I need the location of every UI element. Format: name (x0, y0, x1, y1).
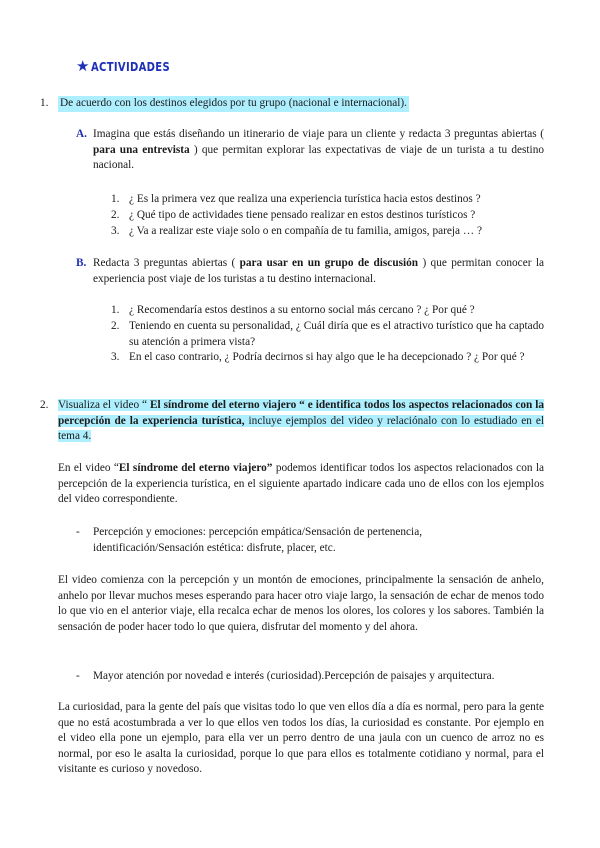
paragraph-intro: En el video “El síndrome del eterno viajero” podemos identificar todos los aspectos relacionados con la percepción de la experiencia turística, en el siguiente apartado indicare cada uno de ellos con los ejemplos del video correspondiente. (58, 462, 544, 506)
list-item: ¿ Recomendaría estos destinos a su entorno social más cercano ? ¿ Por qué ? (129, 304, 475, 316)
question-1-text: De acuerdo con los destinos elegidos por tu grupo (nacional e internacional). (58, 96, 409, 112)
list-item: Teniendo en cuenta su personalidad, ¿ Cuál diría que es el atractivo turístico que ha captado su atención a primera vista? (129, 320, 544, 348)
list-item-number: 3. (111, 225, 120, 237)
paragraph-emotions: El video comienza con la percepción y un montón de emociones, principalmente la sensación de anhelo, anhelo por llevar muchos meses esperando para hacer otro viaje largo, la sensación de echar de menos todo lo que vio en el anterior viaje, ella recalca echar de menos los olores, los colores y los sabores. También la sensación de poder hacer todo lo que quiera, disfrutar del momento y del ahora. (58, 574, 544, 633)
bullet-dash-2: - (76, 670, 80, 682)
list-item: ¿ Qué tipo de actividades tiene pensado realizar en estos destinos turísticos ? (129, 209, 476, 221)
list-item: ¿ Es la primera vez que realiza una experiencia turística hacia estos destinos ? (129, 193, 481, 205)
question-2-number: 2. (40, 399, 49, 411)
bullet-curiosity: Mayor atención por novedad e interés (curiosidad).Percepción de paisajes y arquitectura. (93, 670, 495, 682)
section-heading (76, 58, 190, 76)
list-item-number: 2. (111, 320, 120, 332)
list-item-number: 2. (111, 209, 120, 221)
list-item-number: 1. (111, 304, 120, 316)
question-1a-letter: A. (76, 128, 87, 140)
list-item-number: 1. (111, 193, 120, 205)
star-icon: ★ (76, 57, 90, 75)
bullet-perception-emotions: Percepción y emociones: percepción empática/Sensación de pertenencia, identificación/Sensación estética: disfrute, placer, etc. (93, 526, 423, 554)
heading-title: ACTIVIDADES (91, 59, 171, 74)
paragraph-curiosity: La curiosidad, para la gente del país que visitas todo lo que ven ellos día a día es normal, pero para la gente que no está acostumbrada a ver lo que ellos ven todos los días, la curiosidad es constante. Por ejemplo en el video ella pone un ejemplo, para ella ver un perro dentro de una jaula con un cuenco de arroz no es normal, por eso le asalta la curiosidad, porque lo que para ellos es totalmente cotidiano y normal, para el visitante es curioso y novedoso. (58, 701, 544, 776)
bullet-dash-1: - (76, 526, 80, 538)
question-2-tail: incluye ejemplos del video y relaciónalo con lo estudiado en el tema 4. (58, 414, 544, 443)
question-1-number: 1. (40, 97, 49, 109)
question-1a-text: Imagina que estás diseñando un itinerario de viaje para un cliente y redacta 3 preguntas abiertas ( para una entrevista ) que permitan explorar las expectativas de viaje de un turista a tu destino nacional. (93, 128, 544, 172)
question-2-text: Visualiza el video “ El síndrome del eterno viajero “ e identifica todos los aspectos relacionados con la percepción de la experiencia turística, incluye ejemplos del video y relaciónalo con lo estudiado en el tema 4. (58, 399, 545, 443)
question-1b-letter: B. (76, 257, 87, 269)
list-item-number: 3. (111, 351, 120, 363)
list-item: ¿ Va a realizar este viaje solo o en compañía de tu familia, amigos, pareja … ? (129, 225, 482, 237)
list-item: En el caso contrario, ¿ Podría decirnos si hay algo que le ha decepcionado ? ¿ Por qué ? (129, 351, 525, 363)
question-1b-text: Redacta 3 preguntas abiertas ( para usar en un grupo de discusión ) que permitan conocer la experiencia post viaje de los turistas a tu destino internacional. (93, 257, 544, 285)
